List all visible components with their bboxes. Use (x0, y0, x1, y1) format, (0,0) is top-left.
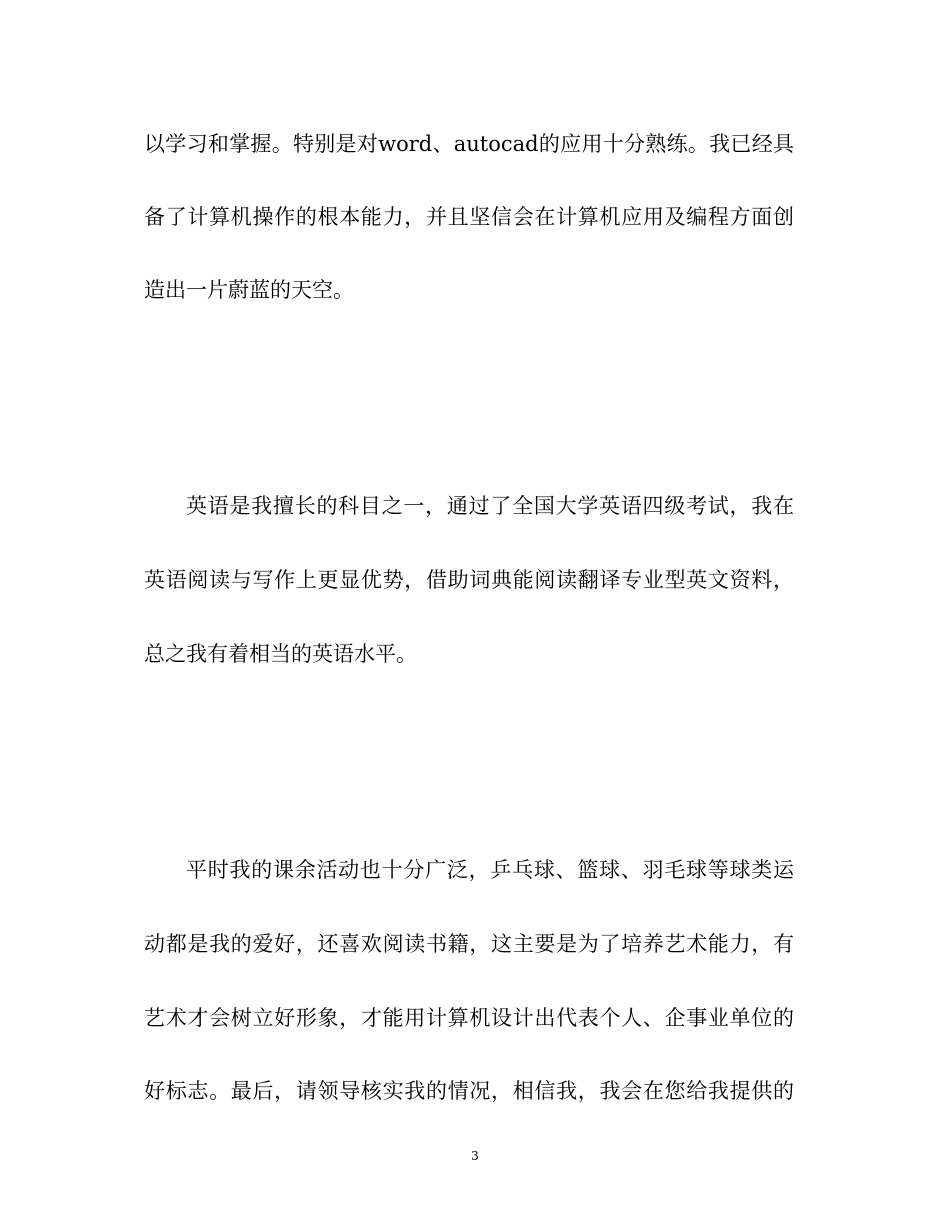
paragraph-3-line-4: 好标志。最后，请领导核实我的情况，相信我，我会在您给我提供的 (144, 1079, 794, 1103)
paragraph-3-line-2: 动都是我的爱好，还喜欢阅读书籍，这主要是为了培养艺术能力，有 (144, 932, 794, 956)
paragraph-2-line-2: 英语阅读与写作上更显优势，借助词典能阅读翻译专业型英文资料， (144, 568, 794, 592)
paragraph-2-line-1: 英语是我擅长的科目之一，通过了全国大学英语四级考试，我在 (186, 494, 794, 518)
paragraph-3-line-1: 平时我的课余活动也十分广泛，乒乓球、篮球、羽毛球等球类运 (186, 858, 794, 882)
paragraph-3-line-3: 艺术才会树立好形象，才能用计算机设计出代表个人、企事业单位的 (144, 1006, 794, 1030)
page-number: 3 (471, 1149, 479, 1163)
paragraph-2-line-3: 总之我有着相当的英语水平。 (144, 642, 417, 666)
paragraph-1-line-1: 以学习和掌握。特别是对word、autocad的应用十分熟练。我已经具 (144, 132, 794, 156)
paragraph-1-line-2: 备了计算机操作的根本能力，并且坚信会在计算机应用及编程方面创 (144, 205, 794, 229)
paragraph-1-line-3: 造出一片蔚蓝的天空。 (144, 278, 354, 302)
